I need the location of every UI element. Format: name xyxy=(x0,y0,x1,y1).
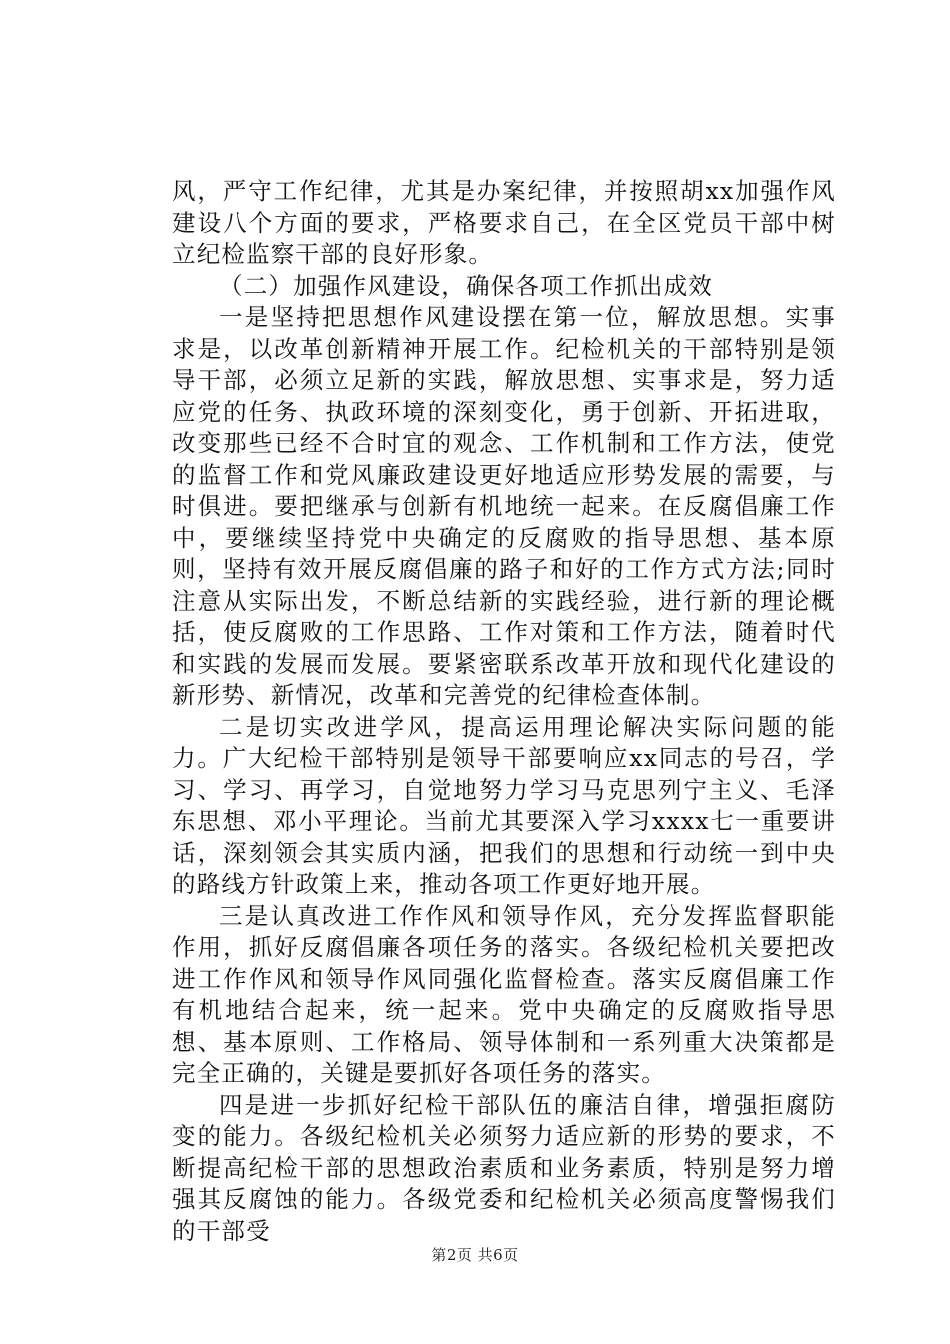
paragraph-point-4: 四是进一步抓好纪检干部队伍的廉洁自律，增强拒腐防变的能力。各级纪检机关必须努力适应新的形势的要求，不断提高纪检干部的思想政治素质和业务素质，特别是努力增强其反腐蚀的能力。各级党委和纪检机关必须高度警惕我们的干部受 xyxy=(172,1090,836,1245)
paragraph-point-1: 一是坚持把思想作风建设摆在第一位，解放思想。实事求是，以改革创新精神开展工作。纪检机关的干部特别是领导干部，必须立足新的实践，解放思想、实事求是，努力适应党的任务、执政环境的深刻变化，勇于创新、开拓进取，改变那些已经不合时宜的观念、工作机制和工作方法，使党的监督工作和党风廉政建设更好地适应形势发展的需要，与时俱进。要把继承与创新有机地统一起来。在反腐倡廉工作中，要继续坚持党中央确定的反腐败的指导思想、基本原则，坚持有效开展反腐倡廉的路子和好的工作方式方法;同时注意从实际出发，不断总结新的实践经验，进行新的理论概括，使反腐败的工作思路、工作对策和工作方法，随着时代和实践的发展而发展。要紧密联系改革开放和现代化建设的新形势、新情况，改革和完善党的纪律检查体制。 xyxy=(172,303,836,709)
paragraph-point-2: 二是切实改进学风，提高运用理论解决实际问题的能力。广大纪检干部特别是领导干部要响应xx同志的号召，学习、学习、再学习，自觉地努力学习马克思列宁主义、毛泽东思想、邓小平理论。当前尤其要深入学习xxxx七一重要讲话，深刻领会其实质内涵，把我们的思想和行动统一到中央的路线方针政策上来，推动各项工作更好地开展。 xyxy=(172,712,836,898)
paragraph-continuation: 风，严守工作纪律，尤其是办案纪律，并按照胡xx加强作风建设八个方面的要求，严格要求自己，在全区党员干部中树立纪检监察干部的良好形象。 xyxy=(172,177,836,268)
document-body xyxy=(172,176,836,1247)
page-number-footer: 第2页 共6页 xyxy=(431,1246,519,1264)
section-heading: （二）加强作风建设，确保各项工作抓出成效 xyxy=(219,271,713,300)
paragraph-point-3: 三是认真改进工作作风和领导作风，充分发挥监督职能作用，抓好反腐倡廉各项任务的落实。各级纪检机关要把改进工作作风和领导作风同强化监督检查。落实反腐倡廉工作有机地结合起来，统一起来。党中央确定的反腐败指导思想、基本原则、工作格局、领导体制和一系列重大决策都是完全正确的，关键是要抓好各项任务的落实。 xyxy=(172,901,836,1087)
